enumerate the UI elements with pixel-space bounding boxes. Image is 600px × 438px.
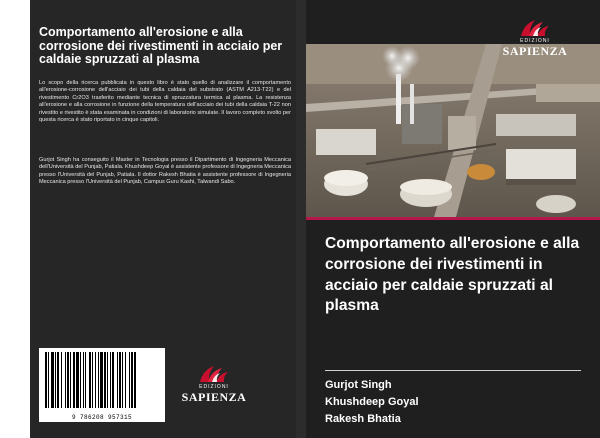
barcode-bar: [73, 352, 75, 408]
publisher-logo-front: [500, 18, 570, 59]
isbn-barcode: [39, 348, 165, 422]
back-cover: [30, 0, 296, 438]
publisher-edizioni: EDIZIONI: [199, 384, 229, 390]
barcode-bar: [92, 352, 93, 408]
barcode-bar: [57, 352, 59, 408]
front-cover: [306, 0, 600, 438]
book-spine: [296, 0, 306, 438]
barcode-bar: [119, 352, 121, 408]
barcode-bar: [98, 352, 99, 408]
back-cover-abstract: Lo scopo della ricerca pubblicata in questo libro è stato quello di analizzare il comportamento all'erosione-corrosione dell'acciaio dei tubi della caldaia del substrato (ASTM A213-T22) e del rivestimento Cr2O3 trasferito mediante tecnica di spruzzatura termica al plasma. La resistenza all'erosione e alla corrosione in funzione della temperatura dell'acciaio dei tubi della caldaia T-22 non rivestito e rivestito è stata esaminata in condizioni di laboratorio simulate. Il lavoro completo svolto per questa ricerca è stato riportato in cinque capitoli.: [39, 80, 291, 124]
back-cover-title: Comportamento all'erosione e alla corrosione dei rivestimenti in acciaio per caldaie spruzzati al plasma: [39, 25, 283, 66]
barcode-bar: [55, 352, 56, 408]
barcode-bar: [51, 352, 54, 408]
back-cover-author-bio: Gurjot Singh ha conseguito il Master in Tecnologia presso il Dipartimento di Ingegneria Meccanica dell'Università del Punjab, Patiala. Khushdeep Goyal è assistente professore di Ingegneria Meccanica presso l'Università del Punjab, Patiala. Il dottor Rakesh Bhatia è assistente professore di Ingegneria Meccanica presso l'Università del Punjab, Campus Guru Kashi, Talwandi Sabo.: [39, 157, 292, 186]
sapienza-flame-icon: [518, 18, 552, 36]
barcode-bar: [107, 352, 108, 408]
industrial-plant-photo: [306, 44, 600, 217]
barcode-bars: [39, 348, 165, 412]
barcode-number: 9 786208 957315: [71, 414, 132, 421]
barcode-bar: [67, 352, 69, 408]
publisher-logo-back: [180, 364, 248, 405]
barcode-bar: [125, 352, 126, 408]
publisher-name: SAPIENZA: [181, 390, 247, 404]
barcode-bar: [89, 352, 91, 408]
barcode-bar: [45, 352, 47, 408]
cover-accent-stripe: [306, 217, 600, 220]
barcode-bar: [117, 352, 118, 408]
barcode-bar: [65, 352, 66, 408]
author-name: Gurjot Singh: [325, 379, 392, 391]
barcode-bar: [85, 352, 86, 408]
front-cover-title: Comportamento all'erosione e alla corrosione dei rivestimenti in acciaio per caldaie spruzzati al plasma: [325, 235, 580, 315]
barcode-bar: [110, 352, 111, 408]
barcode-bar: [122, 352, 123, 408]
barcode-bar: [76, 352, 79, 408]
title-divider: [325, 370, 581, 371]
author-name: Khushdeep Goyal: [325, 396, 419, 408]
publisher-edizioni: EDIZIONI: [520, 38, 550, 44]
barcode-bar: [100, 352, 103, 408]
barcode-bar: [95, 352, 96, 408]
barcode-bar: [70, 352, 71, 408]
barcode-bar: [129, 352, 130, 408]
sapienza-flame-icon: [197, 364, 231, 382]
barcode-bar: [61, 352, 62, 408]
barcode-bar: [131, 352, 133, 408]
author-name: Rakesh Bhatia: [325, 413, 401, 425]
barcode-bar: [48, 352, 49, 408]
barcode-bar: [134, 352, 136, 408]
barcode-bar: [112, 352, 114, 408]
barcode-bar: [80, 352, 81, 408]
barcode-bar: [83, 352, 84, 408]
author-list: [325, 377, 585, 428]
publisher-name: SAPIENZA: [502, 44, 568, 58]
barcode-bar: [104, 352, 106, 408]
